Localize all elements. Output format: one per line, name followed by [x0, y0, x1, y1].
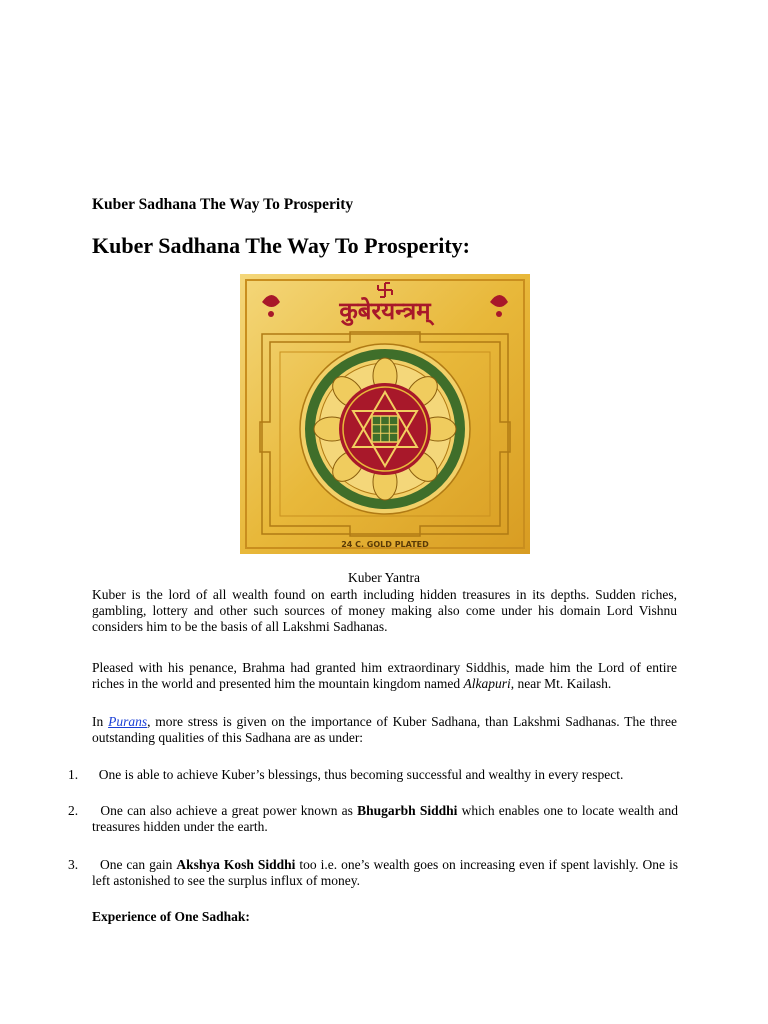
purans-link[interactable]: Purans [108, 714, 148, 729]
paragraph-text: , more stress is given on the importance of Kuber Sadhana, than Lakshmi Sadhanas. The three outstanding qualities of this Sadhana are as under: [92, 714, 677, 745]
center-grid [372, 416, 398, 442]
kuber-yantra-image [240, 274, 530, 554]
list-text [92, 803, 678, 835]
list-number: 1. [68, 767, 79, 782]
list-text [92, 767, 678, 783]
paragraph-brahma [92, 660, 677, 692]
list-text-part: too i.e. one’s wealth goes on increasing even if spent lavishly. One is left astonished to see the surplus influx of money. [92, 857, 679, 888]
image-caption: Kuber Yantra [348, 570, 420, 585]
alkapuri-term: Alkapuri [463, 676, 511, 691]
article-heading: Kuber Sadhana The Way To Prosperity: [92, 233, 470, 258]
plate-label: 24 C. GOLD PLATED [341, 540, 429, 549]
paragraph-text: Pleased with his penance, Brahma had granted him extraordinary Siddhis, made him the Lord of entire riches in the world and presented him the mountain kingdom named [92, 660, 677, 691]
list-text-part: which enables one to locate wealth and treasures hidden under the earth. [92, 803, 678, 834]
list-text-part: One can gain [99, 857, 177, 872]
list-text-part: One is able to achieve Kuber’s blessings, thus becoming successful and wealthy in every respect. [98, 767, 624, 782]
paragraph-text: , near Mt. Kailash. [510, 676, 612, 691]
paragraph-purans [92, 714, 677, 746]
yantra-title-text: कुबेरयन्त्रम् [339, 297, 431, 325]
bhugarbh-siddhi-term: Bhugarbh Siddhi [357, 803, 458, 818]
document-title: Kuber Sadhana The Way To Prosperity [92, 196, 354, 213]
list-text-part: One can also achieve a great power known as [100, 803, 358, 818]
paragraph-text: In [92, 714, 109, 729]
list-text [92, 857, 678, 889]
experience-subheading: Experience of One Sadhak: [92, 909, 250, 924]
paragraph-kuber-lord: Kuber is the lord of all wealth found on earth including hidden treasures in its depths. Sudden riches, gambling, lottery and other such sources of money making also come under his domain Lord Vishnu considers him to be the basis of all Lakshmi Sadhanas. [92, 587, 677, 634]
list-number: 2. [68, 803, 79, 818]
akshya-kosh-siddhi-term: Akshya Kosh Siddhi [176, 857, 296, 872]
list-number: 3. [68, 857, 79, 872]
